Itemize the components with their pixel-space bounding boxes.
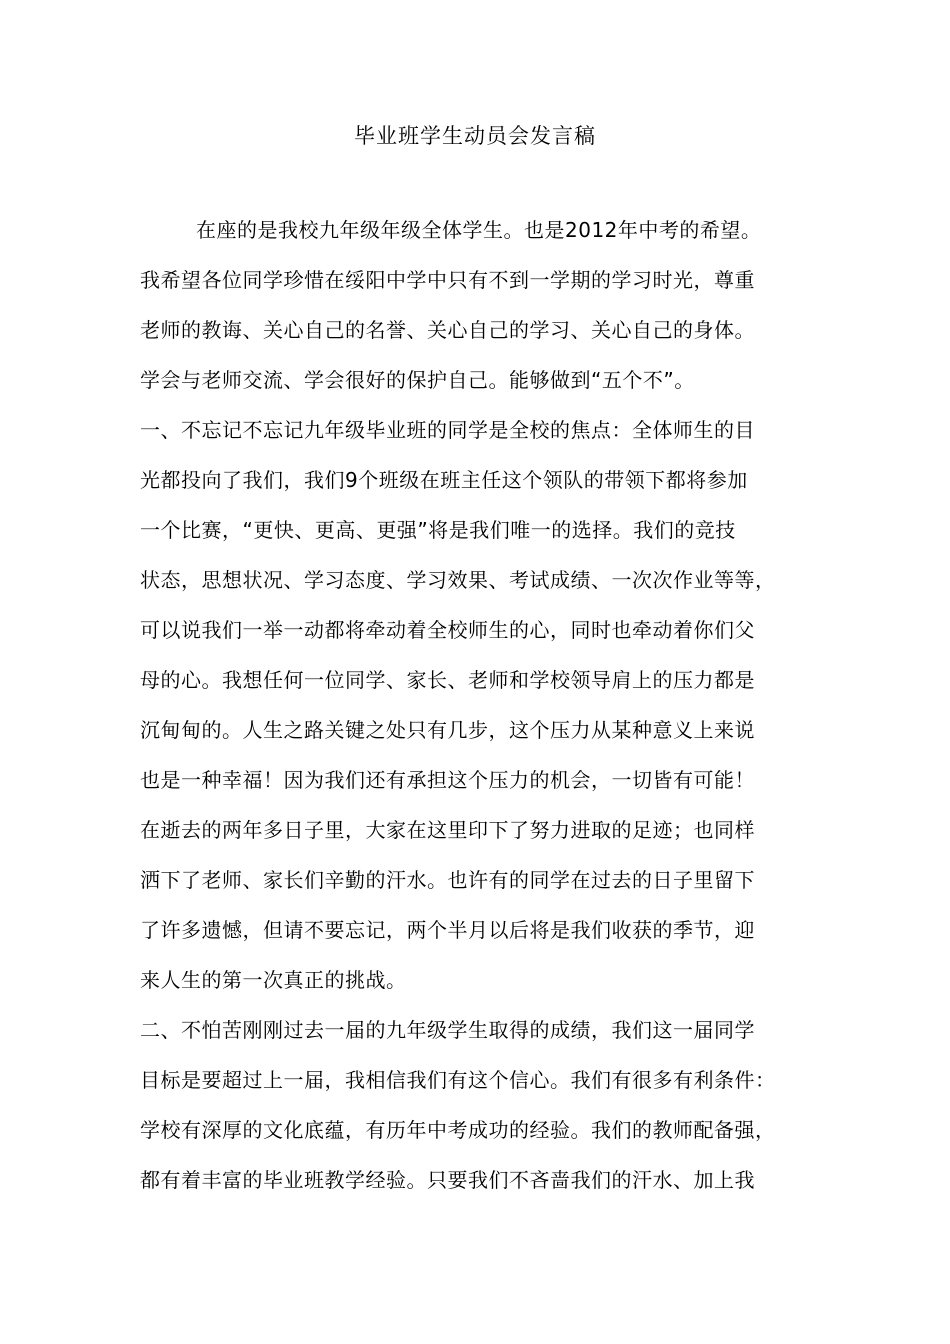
body-line: 一、不忘记不忘记九年级毕业班的同学是全校的焦点：全体师生的目 <box>140 418 755 442</box>
body-line: 洒下了老师、家长们辛勤的汗水。也许有的同学在过去的日子里留下 <box>140 868 755 892</box>
body-line: 状态，思想状况、学习态度、学习效果、考试成绩、一次次作业等等， <box>140 568 776 592</box>
body-line: 二、不怕苦刚刚过去一届的九年级学生取得的成绩，我们这一届同学 <box>140 1018 755 1042</box>
body-line: 也是一种幸福！因为我们还有承担这个压力的机会，一切皆有可能！ <box>140 768 755 792</box>
body-line: 老师的教诲、关心自己的名誉、关心自己的学习、关心自己的身体。 <box>140 318 755 342</box>
body-line: 都有着丰富的毕业班教学经验。只要我们不吝啬我们的汗水、加上我 <box>140 1168 755 1192</box>
body-line: 来人生的第一次真正的挑战。 <box>140 968 407 992</box>
document-title: 毕业班学生动员会发言稿 <box>354 124 596 148</box>
body-line: 目标是要超过上一届，我相信我们有这个信心。我们有很多有利条件： <box>140 1068 776 1092</box>
body-line: 我希望各位同学珍惜在绥阳中学中只有不到一学期的学习时光，尊重 <box>140 268 755 292</box>
body-line: 母的心。我想任何一位同学、家长、老师和学校领导肩上的压力都是 <box>140 668 755 692</box>
body-line: 一个比赛，“更快、更高、更强”将是我们唯一的选择。我们的竞技 <box>140 518 736 542</box>
body-line: 学会与老师交流、学会很好的保护自己。能够做到“五个不”。 <box>140 368 695 392</box>
body-line: 在逝去的两年多日子里，大家在这里印下了努力进取的足迹；也同样 <box>140 818 755 842</box>
body-line: 在座的是我校九年级年级全体学生。也是2012年中考的希望。 <box>196 218 762 242</box>
document-body <box>140 210 830 1210</box>
body-line: 沉甸甸的。人生之路关键之处只有几步，这个压力从某种意义上来说 <box>140 718 755 742</box>
body-line: 学校有深厚的文化底蕴，有历年中考成功的经验。我们的教师配备强， <box>140 1118 776 1142</box>
body-line: 光都投向了我们，我们9个班级在班主任这个领队的带领下都将参加 <box>140 468 748 492</box>
body-line: 了许多遗憾，但请不要忘记，两个半月以后将是我们收获的季节，迎 <box>140 918 755 942</box>
body-line: 可以说我们一举一动都将牵动着全校师生的心，同时也牵动着你们父 <box>140 618 755 642</box>
